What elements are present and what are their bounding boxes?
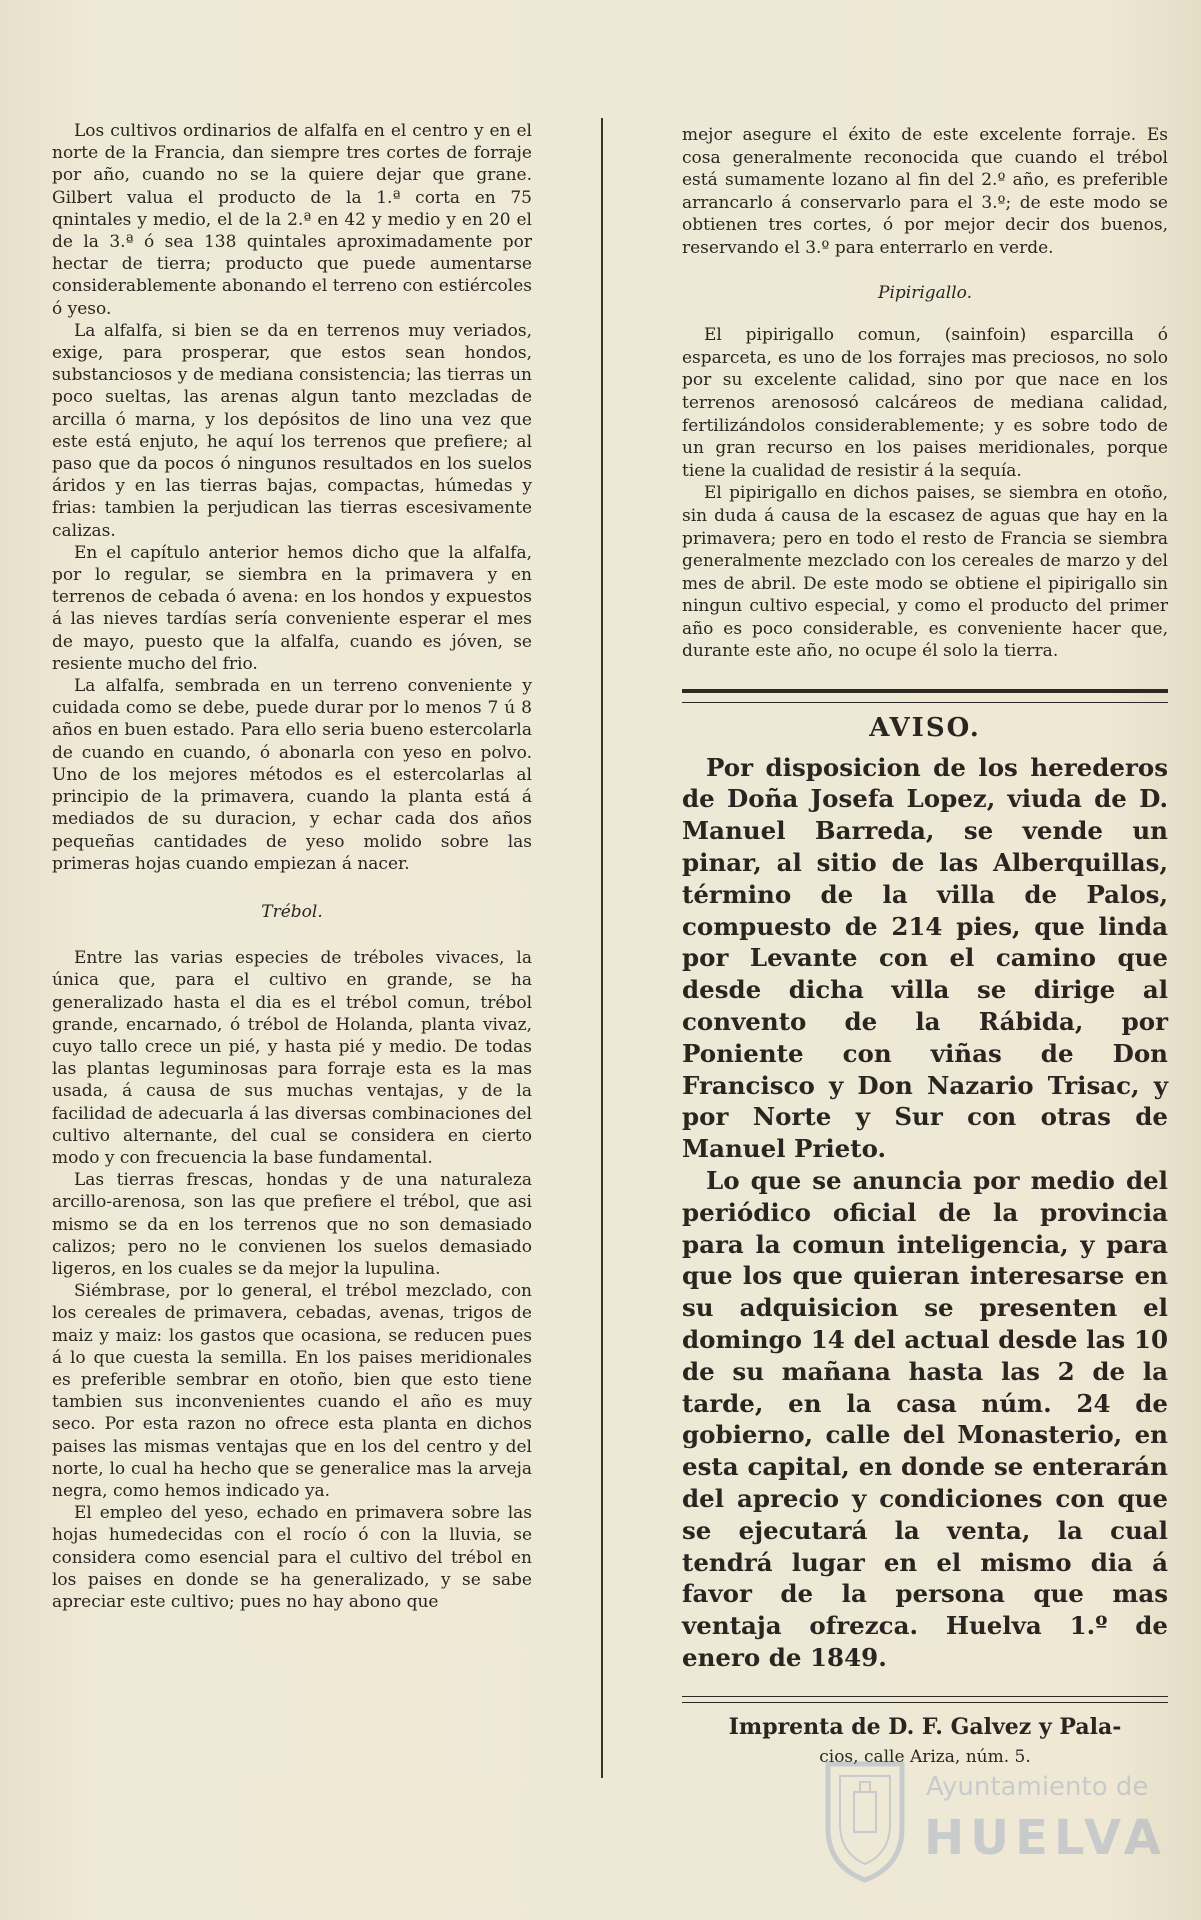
right-column xyxy=(682,124,1168,1771)
aviso-paragraph-1: Por disposicion de los herederos de Doña Josefa Lopez, viuda de D. Manuel Barreda, se vende un pinar, al sitio de las Alberquillas, término de la villa de Palos, compuesto de 214 pies, que linda por Levante con el camino que desde dicha villa se dirige al convento de la Rábida, por Poniente con viñas de Don Francisco y Don Nazario Trisac, y por Norte y Sur con otras de Manuel Prieto. xyxy=(682,752,1168,1164)
alfalfa-paragraph-4: La alfalfa, sembrada en un terreno conveniente y cuidada como se debe, puede durar por lo menos 7 ú 8 años en buen estado. Para ello seria bueno estercolarla de cuando en cuando, ó abonarla con yeso en polvo. Uno de los mejores métodos es el estercolarlas al principio de la primavera, cuando la planta está á mediados de su duracion, y echar cada dos años pequeñas cantidades de yeso molido sobre las primeras hojas cuando empiezan á nacer. xyxy=(52,676,532,874)
imprenta-address: cios, calle Ariza, núm. 5. xyxy=(819,1746,1031,1767)
trebol-continuation: mejor asegure el éxito de este excelente forraje. Es cosa generalmente reconocida que cuando el trébol está sumamente lozano al fin del 2.º año, es preferible arrancarlo á conservarlo para el 3.º; de este modo se obtienen tres cortes, ó por mejor decir dos buenos, reservando el 3.º para enterrarlo en verde. xyxy=(682,125,1168,258)
left-column xyxy=(52,120,532,1613)
trebol-heading: Trébol. xyxy=(261,901,323,922)
pipirigallo-paragraph-1: El pipirigallo comun, (sainfoin) esparcilla ó esparceta, es uno de los forrajes mas preciosos, no solo por su excelente calidad, sino por que nace en los terrenos arenososó calcáreos de mediana calidad, fertilizándolos considerablemente; y es sobre todo de un gran recurso en los paises meridionales, porque tiene la cualidad de resistir á la sequía. xyxy=(682,325,1168,481)
column-divider xyxy=(601,118,603,1778)
pipirigallo-paragraph-2: El pipirigallo en dichos paises, se siembra en otoño, sin duda á causa de la escasez de aguas que hay en la primavera; pero en todo el resto de Francia se siembra generalmente mezclado con los cereales de marzo y del mes de abril. De este modo se obtiene el pipirigallo sin ningun cultivo especial, y como el producto del primer año es poco considerable, es conveniente hacer que, durante este año, no ocupe él solo la tierra. xyxy=(682,483,1168,662)
alfalfa-paragraph-3: En el capítulo anterior hemos dicho que la alfalfa, por lo regular, se siembra en la primavera y en terrenos de cebada ó avena: en los hondos y expuestos á las nieves tardías sería conveniente esperar el mes de mayo, puesto que la alfalfa, cuando es jóven, se resiente mucho del frio. xyxy=(52,542,532,674)
huelva-crest-icon xyxy=(820,1758,910,1883)
trebol-paragraph-2: Las tierras frescas, hondas y de una naturaleza arcillo-arenosa, son las que prefiere el trébol, que asi mismo se da en los terrenos que no son demasiado calizos; pero no le convienen los suelos demasiado ligeros, en los cuales se da mejor la lupulina. xyxy=(52,1170,532,1279)
watermark-line1: Ayuntamiento de xyxy=(926,1772,1149,1802)
aviso-title: AVISO. xyxy=(869,713,981,744)
watermark-logo xyxy=(820,1758,1167,1888)
section-divider-double xyxy=(682,689,1168,703)
aviso-notice xyxy=(682,752,1168,1674)
trebol-paragraph-3: Siémbrase, por lo general, el trébol mezclado, con los cereales de primavera, cebadas, avenas, trigos de maiz y maiz: los gastos que ocasiona, se reducen pues á lo que cuesta la semilla. En los paises meridionales es preferible sembrar en otoño, bien que esto tiene tambien sus inconvenientes cuando el año es muy seco. Por esta razon no ofrece esta planta en dichos paises las mismas ventajas que en los del centro y del norte, lo cual ha hecho que se generalice mas la arveja negra, como hemos indicado ya. xyxy=(52,1281,532,1501)
imprenta-main: Imprenta de D. F. Galvez y Pala- xyxy=(728,1713,1122,1740)
alfalfa-paragraph-2: La alfalfa, si bien se da en terrenos muy veriados, exige, para prosperar, que estos sean hondos, substanciosos y de mediana consistencia; las tierras un poco sueltas, las arenas algun tanto mezcladas de arcilla ó marna, y los depósitos de lino una vez que este está enjuto, he aquí los terrenos que prefiere; al paso que da pocos ó ningunos resultados en los suelos áridos y en las tierras bajas, compactas, húmedas y frias: tambien la perjudican las tierras escesivamente calizas. xyxy=(52,320,532,541)
trebol-paragraph-1: Entre las varias especies de tréboles vivaces, la única que, para el cultivo en grande, se ha generalizado hasta el dia es el trébol comun, trébol grande, encarnado, ó trébol de Holanda, planta vivaz, cuyo tallo crece un pié, y hasta pié y medio. De todas las plantas leguminosas para forraje esta es la mas usada, á causa de sus muchas ventajas, y de la facilidad de adecuarla á las diversas combinaciones del cultivo alternante, del cual se considera en cierto modo y con frecuencia la base fundamental. xyxy=(52,948,532,1168)
alfalfa-paragraph-1: Los cultivos ordinarios de alfalfa en el centro y en el norte de la Francia, dan siempre tres cortes de forraje por año, cuando no se la quiere dejar que grane. Gilbert valua el producto de la 1.ª corta en 75 qnintales y medio, el de la 2.ª en 42 y medio y en 20 el de la 3.ª ó sea 138 quintales aproximadamente por hectar de tierra; producto que puede aumentarse considerablemente abonando el terreno con estiércoles ó yeso. xyxy=(52,121,532,319)
watermark-line2: HUELVA xyxy=(924,1810,1167,1866)
imprenta-divider xyxy=(682,1696,1168,1703)
trebol-paragraph-4: El empleo del yeso, echado en primavera sobre las hojas humedecidas con el rocío ó con la lluvia, se considera como esencial para el cultivo del trébol en los paises en donde se ha generalizado, y se sabe apreciar este cultivo; pues no hay abono que xyxy=(52,1503,532,1612)
aviso-paragraph-2: Lo que se anuncia por medio del periódico oficial de la provincia para la comun inteligencia, y para que los que quieran interesarse en su adquisicion se presenten el domingo 14 del actual desde las 10 de su mañana hasta las 2 de la tarde, en la casa núm. 24 de gobierno, calle del Monasterio, en esta capital, en donde se enterarán del aprecio y condiciones con que se ejecutará la venta, la cual tendrá lugar en el mismo dia á favor de la persona que mas ventaja ofrezca. Huelva 1.º de enero de 1849. xyxy=(682,1166,1168,1672)
pipirigallo-heading: Pipirigallo. xyxy=(878,282,972,303)
